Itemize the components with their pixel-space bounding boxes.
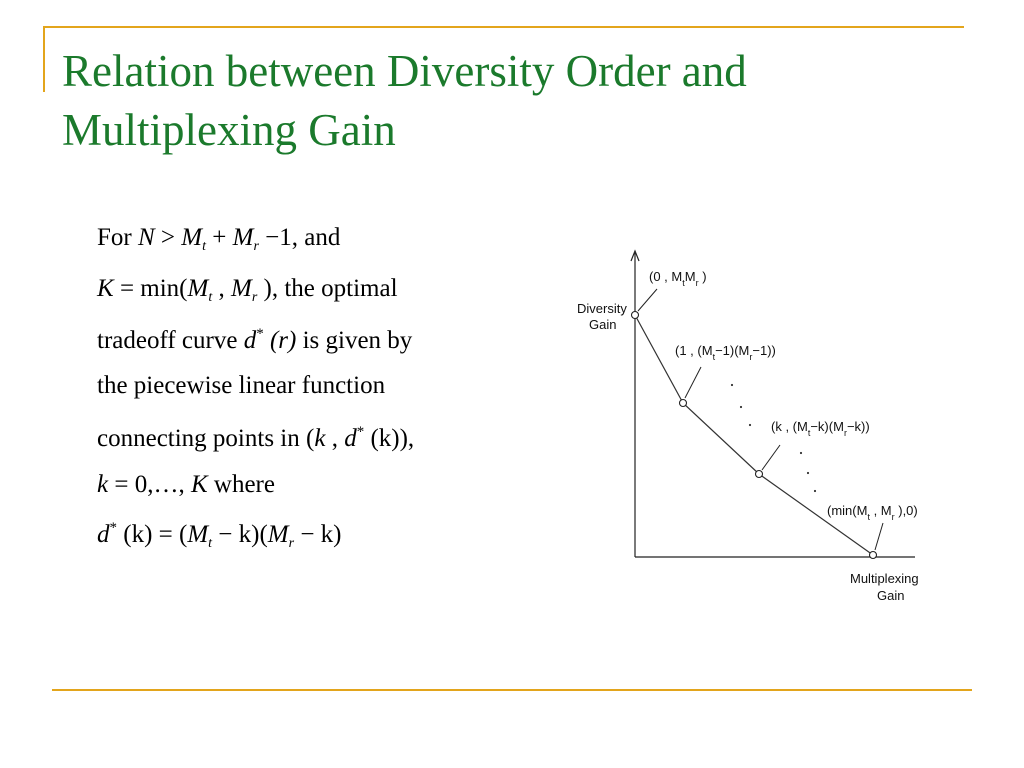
text: (k)),	[364, 425, 415, 452]
text: −1, and	[258, 224, 341, 251]
body-line-7	[97, 520, 342, 552]
var-m: M	[181, 224, 203, 251]
superscript: *	[109, 520, 117, 536]
var-k: k	[314, 425, 326, 452]
var-d: d	[243, 327, 257, 354]
text: − k)	[294, 521, 342, 548]
text: ,	[212, 275, 231, 302]
body-line-3	[97, 326, 412, 355]
x-axis-label-2: Gain	[877, 588, 905, 603]
subscript: r	[288, 536, 295, 551]
left-accent-rule	[43, 26, 45, 92]
body-line-5	[97, 424, 414, 453]
text: where	[207, 471, 275, 498]
text: ), the optimal	[257, 275, 398, 302]
point-last-label: ($\min(M_t$ , $M_r$ ),0)	[827, 503, 918, 522]
body-line-4: the piecewise linear function	[97, 372, 386, 399]
text: = min(	[113, 275, 188, 302]
var-m: M	[187, 275, 209, 302]
subscript: r	[253, 239, 259, 254]
curve-point-k	[756, 471, 763, 478]
top-rule	[43, 26, 964, 28]
var-d: d	[97, 521, 110, 548]
text: (k) = (	[117, 521, 188, 548]
arrow-point-0	[638, 289, 657, 311]
var-m: M	[230, 275, 252, 302]
text: For	[97, 224, 138, 251]
var-k: K	[97, 275, 114, 302]
title-line-1: Relation between Diversity Order and	[62, 46, 747, 96]
text: is given by	[296, 327, 413, 354]
text: = 0,…,	[108, 471, 191, 498]
body-line-6	[97, 471, 275, 499]
var-m: M	[187, 521, 209, 548]
var-d: d	[344, 425, 357, 452]
body-line-2	[97, 275, 398, 306]
var-k: K	[190, 471, 208, 498]
text: − k)(	[212, 521, 268, 548]
superscript: *	[356, 424, 365, 440]
subscript: t	[208, 290, 213, 305]
text: ,	[325, 425, 345, 452]
slide-title	[62, 42, 962, 160]
x-axis-label-1: Multiplexing	[850, 571, 919, 586]
text: tradeoff curve	[97, 327, 244, 354]
superscript: *	[256, 326, 264, 342]
dotted-continuation	[731, 384, 816, 492]
bottom-rule	[52, 689, 972, 691]
curve-point-1	[680, 400, 687, 407]
point-1-label: (1 , $(M_t-1)(M_r-1)$)	[675, 343, 776, 362]
text: connecting points in (	[97, 425, 315, 452]
subscript: t	[208, 536, 213, 551]
curve-point-last	[870, 552, 877, 559]
subscript: r	[251, 290, 258, 305]
subscript: t	[202, 239, 206, 254]
var-m: M	[267, 521, 289, 548]
arrow-point-k	[762, 445, 780, 470]
text: >	[154, 224, 182, 251]
arrow-point-last	[875, 523, 883, 550]
point-k-label: (k , $(M_t-k)(M_r-k)$)	[771, 419, 870, 438]
y-axis-label-2: Gain	[589, 317, 617, 332]
point-0-label: (0 , $M_tM_r$ )	[649, 269, 707, 288]
var-m: M	[232, 224, 254, 251]
title-line-2: Multiplexing Gain	[62, 105, 396, 155]
var-n: N	[137, 224, 155, 251]
y-axis-label-1: Diversity	[577, 301, 627, 316]
var-k: k	[97, 471, 109, 498]
tradeoff-diagram	[565, 245, 945, 620]
var-r: (r)	[263, 327, 297, 354]
curve-point-0	[632, 312, 639, 319]
arrow-point-1	[685, 367, 701, 398]
body-line-1	[97, 224, 340, 255]
text: +	[206, 224, 233, 251]
